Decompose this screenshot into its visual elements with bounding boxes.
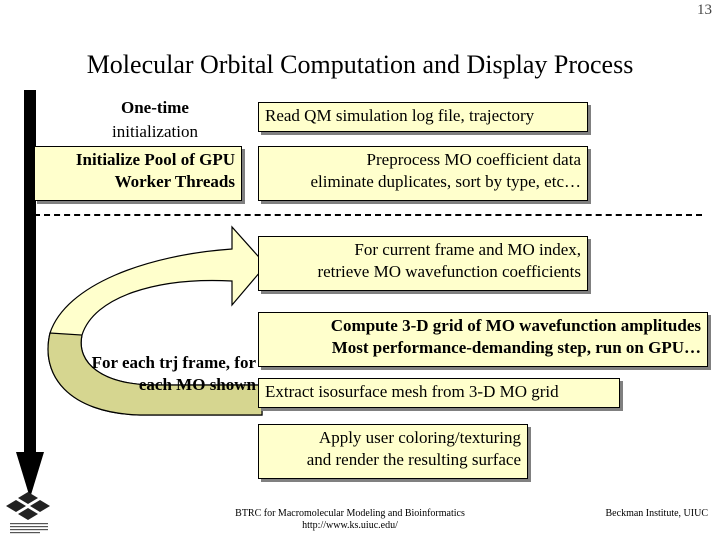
slide-number: 13: [697, 2, 712, 18]
one-time-line1: One-time: [121, 98, 189, 117]
retrieve-line2: retrieve MO wavefunction coefficients: [317, 262, 581, 281]
footer-right: Beckman Institute, UIUC: [605, 508, 708, 519]
read-log-box: [258, 102, 588, 132]
retrieve-coefficients-box: [258, 236, 588, 291]
per-frame-line1: For each trj frame, for: [91, 353, 256, 372]
render-line2: and render the resulting surface: [306, 450, 521, 469]
preprocess-box: [258, 146, 588, 201]
read-log-text: Read QM simulation log file, trajectory: [265, 106, 535, 125]
init-gpu-box: [34, 146, 242, 201]
grid-line2: Most performance-demanding step, run on GPU…: [331, 338, 701, 357]
one-time-label: [92, 96, 218, 144]
phase-separator: [34, 214, 702, 216]
per-frame-line2: each MO shown: [138, 375, 256, 394]
slide-title: Molecular Orbital Computation and Display Process: [86, 50, 634, 79]
preprocess-line1: Preprocess MO coefficient data: [366, 150, 581, 169]
preprocess-line2: eliminate duplicates, sort by type, etc…: [310, 172, 581, 191]
init-gpu-line2: Worker Threads: [114, 172, 235, 191]
render-line1: Apply user coloring/texturing: [318, 428, 521, 447]
nih-resource-logo-icon: [4, 490, 54, 538]
one-time-line2: initialization: [112, 122, 198, 141]
isosurface-box: [258, 378, 620, 408]
footer-center: [200, 508, 500, 532]
render-surface-box: [258, 424, 528, 479]
isosurface-text: Extract isosurface mesh from 3-D MO grid: [265, 382, 559, 401]
retrieve-line1: For current frame and MO index,: [354, 240, 581, 259]
per-frame-label: [40, 352, 256, 396]
footer-org: BTRC for Macromolecular Modeling and Bioinformatics: [235, 508, 465, 519]
grid-line1: Compute 3-D grid of MO wavefunction amplitudes: [330, 316, 701, 335]
init-gpu-line1: Initialize Pool of GPU: [75, 150, 235, 169]
compute-grid-box: [258, 312, 708, 367]
footer-url[interactable]: http://www.ks.uiuc.edu/: [302, 520, 398, 531]
